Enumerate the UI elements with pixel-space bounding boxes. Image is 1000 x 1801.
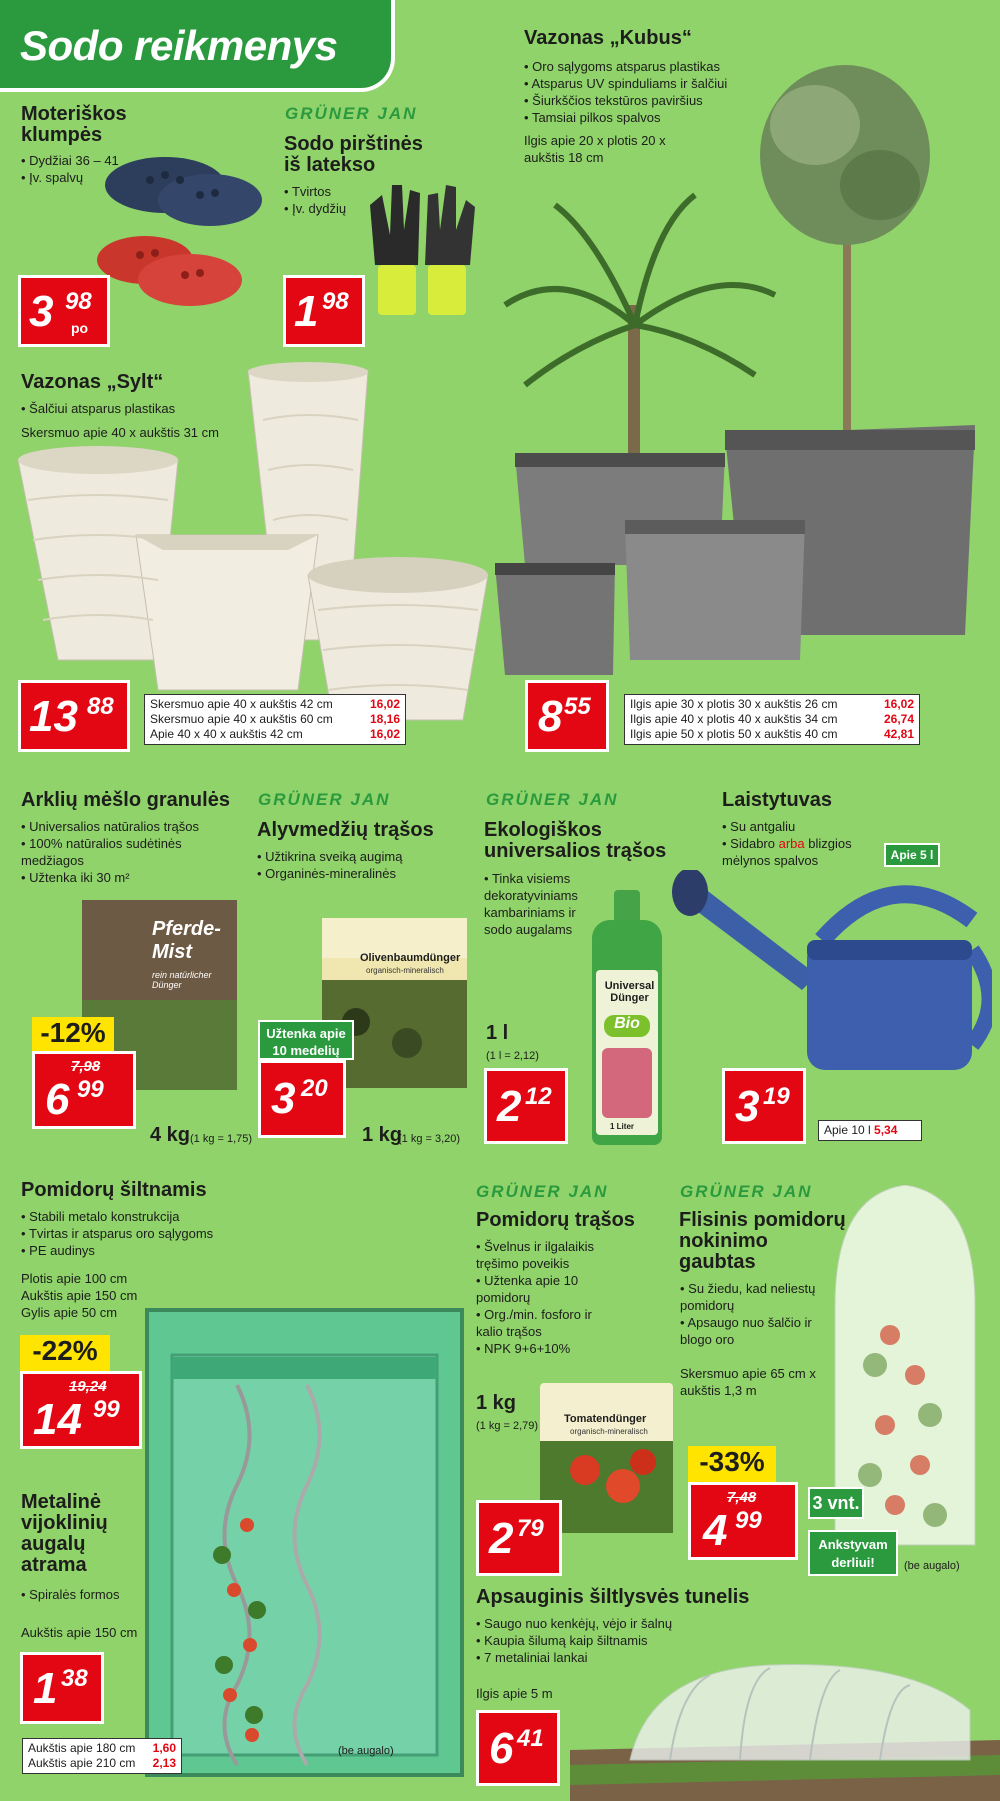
bullet: • Dydžiai 36 – 41 — [21, 152, 119, 169]
fleece-discount: -33% — [688, 1446, 776, 1482]
olive-brand: GRÜNER JAN — [258, 790, 391, 809]
olive-weight: 1 kg — [362, 1124, 403, 1146]
highlight-word: arba — [778, 836, 805, 851]
fleece-note: (be augalo) — [904, 1560, 960, 1572]
tomato-bullets: • Švelnus ir ilgalaikis tręšimo poveikis • Užtenka apie 10 pomidorų • Org./min. fosforo ir kalio trąšos • NPK 9+6+10% — [476, 1238, 616, 1357]
eco-brand: GRÜNER JAN — [486, 790, 619, 809]
variant-row: Ilgis apie 50 x plotis 50 x aukštis 40 cm 42,81 — [630, 727, 914, 741]
eco-price: 2 12 — [484, 1068, 568, 1144]
greenhouse-bullets: • Stabili metalo konstrukcija • Tvirtas ir atsparus oro sąlygoms • PE audinys — [21, 1208, 213, 1259]
kubus-variants — [624, 694, 920, 745]
clogs-image — [90, 135, 270, 335]
header-banner — [0, 0, 395, 92]
olive-badge: Užtenka apie 10 medelių — [258, 1020, 354, 1060]
fleece-title: Flisinis pomidorų nokinimo gaubtas — [679, 1209, 846, 1273]
clogs-price: 3 98 po — [18, 275, 110, 347]
fleece-badge: Ankstyvam derliui! — [808, 1530, 898, 1576]
gloves-bullets: • Tvirtos • Įv. dydžių — [284, 183, 346, 217]
horse-bullets: • Universalios natūralios trąšos • 100% natūralios sudėtinės medžiagos • Užtenka iki 30 m² — [21, 818, 221, 886]
sylt-size: Skersmuo apie 40 x aukštis 31 cm — [21, 425, 219, 440]
watering-title: Laistytuvas — [722, 789, 833, 811]
watering-price: 3 19 — [722, 1068, 806, 1144]
gloves-image — [370, 175, 485, 325]
kubus-price: 8 55 — [525, 680, 609, 752]
eco-volume: 1 l — [486, 1022, 509, 1044]
fleece-qty: 3 vnt. — [808, 1487, 864, 1519]
horse-weight: 4 kg — [150, 1124, 191, 1146]
greenhouse-image — [142, 1305, 472, 1780]
greenhouse-title: Pomidorų šiltnamis — [21, 1179, 207, 1201]
tunnel-bullets: • Saugo nuo kenkėjų, vėjo ir šalnų • Kaupia šilumą kaip šiltnamis • 7 metaliniai lankai — [476, 1615, 672, 1666]
eco-bottle: Universal Dünger Bio 1 Liter — [592, 890, 662, 1145]
olive-bullets: • Užtikrina sveiką augimą • Organinės-mineralinės — [257, 848, 402, 882]
kubus-bullets: • Oro sąlygoms atsparus plastikas • Atsparus UV spinduliams ir šalčiui • Šiurkščios tekstūros paviršius • Tamsiai pilkos spalvos — [524, 58, 727, 126]
watering-can-image — [672, 870, 992, 1100]
tomato-price: 2 79 — [476, 1500, 562, 1576]
sylt-variants — [144, 694, 406, 745]
gloves-brand: GRÜNER JAN — [285, 104, 418, 123]
horse-discount: -12% — [32, 1017, 114, 1051]
eco-bullets: • Tinka visiems dekoratyviniams kambariniams ir sodo augalams — [484, 870, 604, 938]
variant-row: Ilgis apie 30 x plotis 30 x aukštis 26 cm 16,02 — [630, 697, 914, 711]
tomato-title: Pomidorų trąšos — [476, 1209, 635, 1231]
eco-title: Ekologiškos universalios trąšos — [484, 819, 667, 862]
kubus-size: Ilgis apie 20 x plotis 20 x aukštis 18 cm — [524, 133, 666, 165]
olive-price: 3 20 — [258, 1060, 346, 1138]
horse-title: Arklių mėšlo granulės — [21, 789, 230, 811]
tunnel-image — [570, 1650, 1000, 1801]
spiral-price: 1 38 — [20, 1652, 104, 1724]
olive-title: Alyvmedžių trąšos — [257, 819, 434, 841]
sylt-title: Vazonas „Sylt“ — [21, 371, 164, 393]
eco-unit-price: (1 l = 2,12) — [486, 1050, 539, 1062]
greenhouse-dims: Plotis apie 100 cm Aukštis apie 150 cm Gylis apie 50 cm — [21, 1271, 138, 1320]
fleece-price: 7,48 4 99 — [688, 1482, 798, 1560]
variant-row: Aukštis apie 210 cm 2,13 — [28, 1756, 176, 1770]
tomato-pack: Tomatendünger organisch-mineralisch — [540, 1383, 673, 1533]
greenhouse-price: 19,24 14 99 — [20, 1371, 142, 1449]
watering-variant: Apie 10 l 5,34 — [818, 1120, 922, 1141]
tunnel-title: Apsauginis šiltlysvės tunelis — [476, 1586, 750, 1608]
watering-badge: Apie 5 l — [884, 843, 940, 867]
tunnel-price: 6 41 — [476, 1710, 560, 1786]
sylt-image — [18, 360, 493, 730]
watering-bullets: • Su antgaliu • Sidabro arba blizgios mėlynos spalvos — [722, 818, 892, 869]
tomato-unit-price: (1 kg = 2,79) — [476, 1420, 539, 1432]
tomato-weight: 1 kg — [476, 1392, 517, 1414]
greenhouse-note: (be augalo) — [338, 1745, 394, 1757]
variant-row: Skersmuo apie 40 x aukštis 42 cm 16,02 — [150, 697, 400, 711]
greenhouse-discount: -22% — [20, 1335, 110, 1371]
tomato-brand: GRÜNER JAN — [476, 1182, 609, 1201]
sylt-bullets: • Šalčiui atsparus plastikas — [21, 400, 175, 417]
fleece-bullets: • Su žiedu, kad neliestų pomidorų • Apsaugo nuo šalčio ir blogo oro — [680, 1280, 830, 1348]
horse-price: 7,98 6 99 — [32, 1051, 136, 1129]
spiral-bullets: • Spiralės formos — [21, 1586, 119, 1603]
variant-row: Skersmuo apie 40 x aukštis 60 cm 18,16 — [150, 712, 400, 726]
olive-unit-price: (1 kg = 3,20) — [398, 1133, 461, 1145]
tunnel-size: Ilgis apie 5 m — [476, 1686, 553, 1701]
variant-row: Aukštis apie 180 cm 1,60 — [28, 1741, 176, 1755]
page-title: Sodo reikmenys — [20, 22, 338, 69]
kubus-title: Vazonas „Kubus“ — [524, 27, 692, 49]
olive-pack: Olivenbaumdünger organisch-mineralisch — [322, 918, 467, 1088]
bullet: • Įv. spalvų — [21, 169, 119, 186]
variant-row: Apie 40 x 40 x aukštis 42 cm 16,02 — [150, 727, 400, 741]
spiral-variants — [22, 1738, 182, 1774]
sylt-price: 13 88 — [18, 680, 130, 752]
horse-unit-price: (1 kg = 1,75) — [190, 1133, 253, 1145]
horse-pack: Pferde-Mist rein natürlicher Dünger — [82, 900, 237, 1090]
gloves-title: Sodo pirštinės iš latekso — [284, 133, 423, 176]
variant-row: Ilgis apie 40 x plotis 40 x aukštis 34 cm 26,74 — [630, 712, 914, 726]
spiral-title: Metalinė vijoklinių augalų atrama — [21, 1491, 108, 1576]
kubus-image — [495, 35, 975, 675]
fleece-brand: GRÜNER JAN — [680, 1182, 813, 1201]
gloves-price: 1 98 — [283, 275, 365, 347]
spiral-size: Aukštis apie 150 cm — [21, 1625, 138, 1640]
clogs-title: Moteriškos klumpės — [21, 103, 127, 146]
fleece-size: Skersmuo apie 65 cm x aukštis 1,3 m — [680, 1366, 816, 1398]
